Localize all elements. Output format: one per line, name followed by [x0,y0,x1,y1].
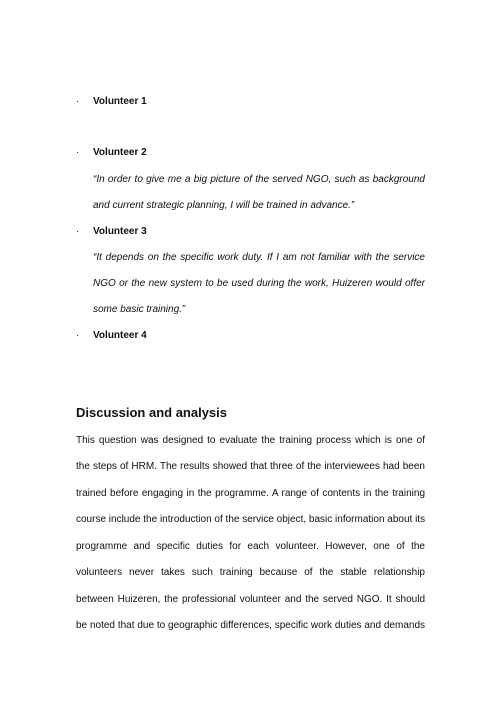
section-heading: Discussion and analysis [76,405,228,420]
volunteer-2-title: Volunteer 2 [93,147,147,158]
bullet-marker: · [76,330,80,341]
volunteer-3-item [76,225,147,238]
paragraph-line: volunteers never takes such training because of the stable relationship [76,567,425,578]
paragraph-line: course include the introduction of the service object, basic information about its [76,514,426,525]
volunteer-2-item [76,146,147,159]
volunteer-1-item [76,95,147,108]
paragraph-line: This question was designed to evaluate the training process which is one of [76,435,425,446]
volunteer-4-item [76,329,147,342]
paragraph-line: programme and specific duties for each volunteer. However, one of the [76,541,425,552]
volunteer-1-title: Volunteer 1 [93,96,147,107]
bullet-marker: · [76,147,80,158]
volunteer-3-title: Volunteer 3 [93,226,147,237]
volunteer-3-quote-line-3: some basic training.” [93,304,186,315]
volunteer-2-quote-line-2: and current strategic planning, I will be trained in advance.” [93,200,355,211]
paragraph-line: trained before engaging in the programme. A range of contents in the training [76,488,425,499]
paragraph-line: the steps of HRM. The results showed that three of the interviewees had been [76,461,425,472]
paragraph-line: be noted that due to geographic differences, specific work duties and demands [76,620,425,631]
bullet-marker: · [76,96,80,107]
volunteer-3-quote-line-2: NGO or the new system to be used during the work, Huizeren would offer [93,278,425,289]
volunteer-4-title: Volunteer 4 [93,330,147,341]
paragraph-line: between Huizeren, the professional volunteer and the served NGO. It should [76,594,425,605]
volunteer-2-quote-line-1: “In order to give me a big picture of the served NGO, such as background [93,174,425,185]
volunteer-3-quote-line-1: “It depends on the specific work duty. If I am not familiar with the service [93,252,425,263]
bullet-marker: · [76,226,80,237]
